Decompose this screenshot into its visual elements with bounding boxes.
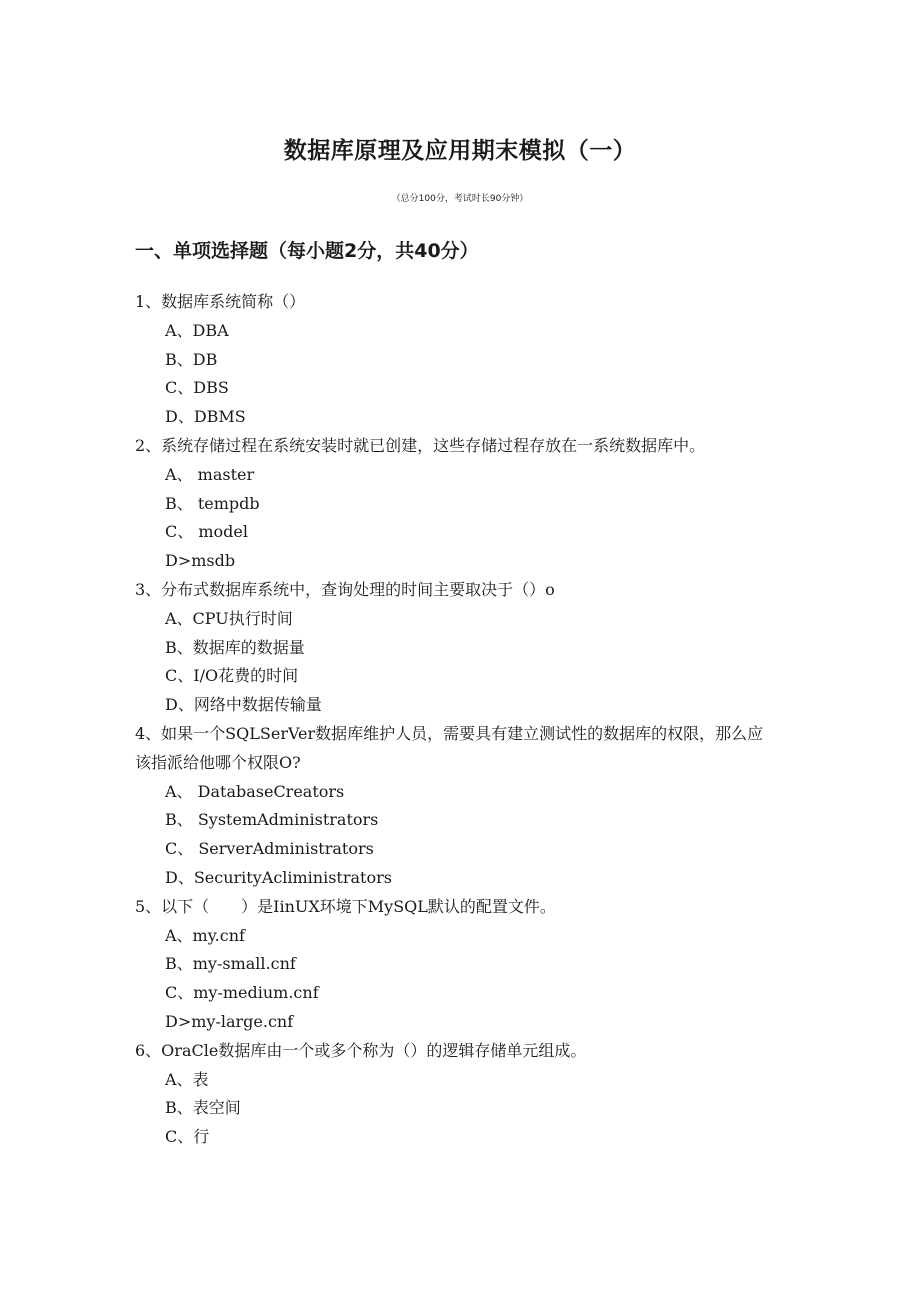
option-c: C、DBS <box>165 378 229 398</box>
question-5 <box>135 893 765 1037</box>
question-6 <box>135 1037 765 1152</box>
question-stem: 1、数据库系统简称（） <box>135 292 306 311</box>
option-b: B、 SystemAdministrators <box>165 810 379 830</box>
option-b: B、数据库的数据量 <box>165 637 305 657</box>
option-c: C、 ServerAdministrators <box>165 839 374 859</box>
question-3 <box>135 576 765 720</box>
option-b: B、 tempdb <box>165 493 260 513</box>
option-c: C、 model <box>165 522 248 542</box>
option-d: D>my-large.cnf <box>165 1011 294 1031</box>
section-heading: 一、单项选择题（每小题2分，共40分） <box>135 240 479 262</box>
question-1 <box>135 288 765 432</box>
option-b: B、表空间 <box>165 1098 241 1118</box>
option-a: A、DBA <box>165 320 229 340</box>
question-4 <box>135 720 765 893</box>
option-a: A、表 <box>165 1069 209 1089</box>
question-stem: 3、分布式数据库系统中，查询处理的时间主要取决于（）o <box>135 579 555 599</box>
option-d: D、DBMS <box>165 407 246 427</box>
exam-info: （总分100分，考试时长90分钟） <box>391 194 529 204</box>
option-c: C、my-medium.cnf <box>165 983 319 1003</box>
option-a: A、 master <box>165 464 255 484</box>
option-d: D、网络中数据传输量 <box>165 695 322 715</box>
question-2 <box>135 432 765 576</box>
option-d: D、SecurityAcliministrators <box>165 867 392 887</box>
page-title: 数据库原理及应用期末模拟（一） <box>283 138 637 164</box>
option-b: B、DB <box>165 349 218 369</box>
option-a: A、my.cnf <box>165 925 245 945</box>
question-stem: 6、OraCle数据库由一个或多个称为（）的逻辑存储单元组成。 <box>135 1040 587 1060</box>
option-d: D>msdb <box>165 551 236 571</box>
option-c: C、I/O花费的时间 <box>165 666 299 686</box>
option-a: A、CPU执行时间 <box>165 608 293 628</box>
question-stem: 2、系统存储过程在系统安装时就已创建，这些存储过程存放在一系统数据库中。 <box>135 435 706 455</box>
option-a: A、 DatabaseCreators <box>165 781 345 801</box>
question-stem: 5、以下（ ）是IinUX环境下MySQL默认的配置文件。 <box>135 896 556 916</box>
option-c: C、行 <box>165 1127 210 1147</box>
question-list <box>135 288 765 1152</box>
question-stem: 4、如果一个SQLSerVer数据库维护人员，需要具有建立测试性的数据库的权限，那么应该指派给他哪个权限O? <box>135 723 764 772</box>
option-b: B、my-small.cnf <box>165 954 296 974</box>
